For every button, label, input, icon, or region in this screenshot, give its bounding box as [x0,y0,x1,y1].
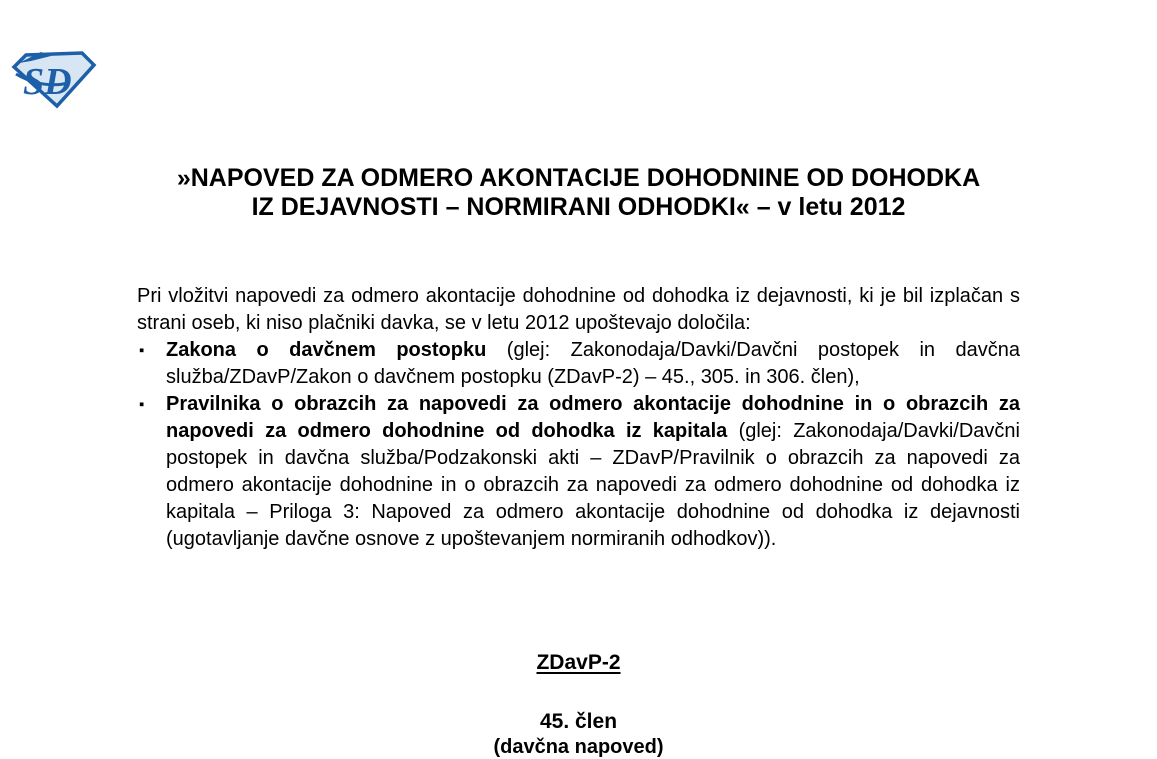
bullet-list [137,337,1020,553]
bullet-square-icon: ▪ [139,396,145,413]
law-article-heading: 45. člen [539,710,618,733]
sd-diamond-logo-icon [11,50,97,108]
document-title-line-2: IZ DEJAVNOSTI – NORMIRANI ODHODKI« – v letu 2012 [251,193,906,221]
list-item [137,391,1020,553]
list-item [137,337,1020,391]
bullet-square-icon: ▪ [139,342,145,359]
bullet-regular-text: (glej: Zakonodaja/Davki/Davčni postopek in davčna služba/Podzakonski akti – ZDavP/Pravilnik o obrazcih za napovedi za odmero akontacije dohodnine in o obrazcih za napovedi za odmero dohodnine od dohodka iz kapitala – Priloga 3: Napoved za odmero akontacije dohodnine od dohodka iz dejavnosti (ugotavljanje davčne osnove z upoštevanjem normiranih odhodkov)). [166,420,1020,550]
document-title [0,164,1157,222]
bullet-regular-text: (glej: Zakonodaja/Davki/Davčni postopek in davčna služba/ZDavP/Zakon o davčnem postopku (ZDavP-2) – 45., 305. in 306. člen), [166,339,1020,388]
intro-paragraph: Pri vložitvi napovedi za odmero akontacije dohodnine od dohodka iz dejavnosti, ki je bil izplačan s strani oseb, ki niso plačniki davka, se v letu 2012 upoštevajo določila: [137,285,1020,334]
bullet-bold-text: Pravilnika o obrazcih za napovedi za odmero akontacije dohodnine in o obrazcih za napovedi za odmero dohodnine od dohodka iz kapitala [166,393,1020,442]
law-article-subtitle-partial: (davčna napoved) [493,736,664,758]
document-title-line-1: »NAPOVED ZA ODMERO AKONTACIJE DOHODNINE OD DOHODKA [176,164,981,192]
law-code-heading: ZDavP-2 [536,651,621,674]
bullet-bold-text: Zakona o davčnem postopku [166,339,487,361]
document-body [137,283,1020,553]
logo-letters: SD [23,61,72,103]
